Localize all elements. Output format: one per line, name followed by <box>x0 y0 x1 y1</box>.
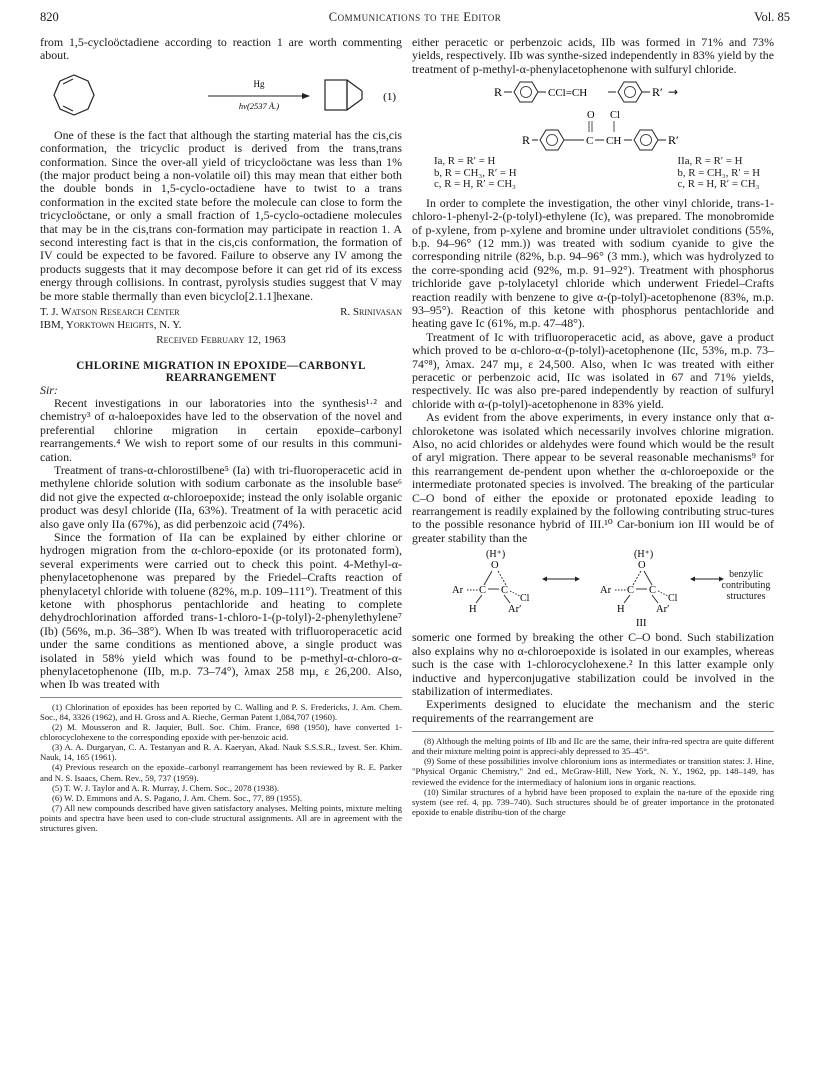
institution-line-1: T. J. Watson Research Center <box>40 306 180 319</box>
struct2-r-right: R′ <box>668 133 679 148</box>
res-right-ar-prime: Ar′ <box>656 604 670 616</box>
res-right-c2: C <box>649 585 657 597</box>
left-column <box>40 36 402 833</box>
author-name: R. Srinivasan <box>340 306 402 319</box>
volume-label: Vol. 85 <box>754 10 790 24</box>
benzylic-note-box <box>718 569 774 609</box>
res-right-ar: Ar <box>600 585 612 597</box>
footnote-2: (2) M. Mousseron and R. Jaquier, Bull. Soc. Chim. France, 698 (1950), have converted 1-chlorocyclohexene to the corresponding epoxide with per-benzoic acid. <box>40 722 402 743</box>
article-title: CHLORINE MIGRATION IN EPOXIDE—CARBONYL REARRANGEMENT <box>76 359 366 384</box>
struct2-ch: CH <box>606 135 622 148</box>
resonance-svg <box>412 547 774 629</box>
table-II-row-c: c, R = H, R′ = CH₃ <box>677 178 760 191</box>
structure-1-svg <box>412 78 774 106</box>
reaction-1-svg <box>40 67 402 127</box>
struct2-o: O <box>587 110 595 122</box>
table-I-row-a: Ia, R = R′ = H <box>434 155 496 168</box>
reaction-1-scheme <box>40 67 402 127</box>
table-I-row-c: c, R = H, R′ = CH₃ <box>434 178 516 191</box>
footnote-8: (8) Although the melting points of IIb and IIc are the same, their infra-red spectra are quite different and their mixture melting point is appreci-ably depressed to 35–45°. <box>412 736 774 757</box>
struct1-middle: CCl=CH <box>548 87 588 100</box>
res-right-o: O <box>638 560 646 572</box>
resonance-structures-III <box>412 547 774 629</box>
res-left-c2: C <box>501 585 509 597</box>
structure-2-svg <box>412 108 774 156</box>
paragraph-conformation: One of these is the fact that although the starting material has the cis,cis conformation, the tricyclic product is derived from the trans,trans conformation. Since the over-all yield of tricycloöctane was less than 1% (the major product being a non-volatile oil) this may mean that either both the double bonds in 1,5-cyclo-octadiene have to twist to a trans conformation in the excited state before the molecule can close to form the tricycloöctane, or only a small fraction of 1,5-cyclo-octadiene molecules that may be in the cis,trans con-formation may participate in reaction 1. A second interesting fact is that in the cis,cis conformation, the formation of IV could be expected to be favored. Failure to observe any IV among the products suggests that it may decompose before it can get rid of its excess energy through collisions. In contrast, pyrolysis studies suggest that V may be more stable thermally than even bicyclo[2.1.1]hexane. <box>40 127 402 303</box>
footnote-5: (5) T. W. J. Taylor and A. R. Murray, J. Chem. Soc., 2078 (1938). <box>52 782 280 793</box>
intro-text: from 1,5-cycloöctadiene according to reaction 1 are worth commenting about. <box>40 35 402 63</box>
running-title: Communications to the Editor <box>328 10 502 24</box>
table-I-row-b: b, R = CH₃, R′ = H <box>434 166 517 179</box>
table-II-row-a: IIa, R = R′ = H <box>677 155 743 168</box>
running-header <box>40 10 790 30</box>
struct2-r-left: R <box>522 133 531 148</box>
footnote-9: (9) Some of these possibilities involve chloronium ions as intermediates or transition states: J. Hine, "Physical Organic Chemistry," 2nd ed., McGraw-Hill, New York, N. Y., 1962, pp. 148–149, has reviewed the evidence for the intermediacy of halonium ions in organic reactions. <box>412 756 774 787</box>
footnote-6: (6) W. D. Emmons and A. S. Pagano, J. Am. Chem. Soc., 77, 89 (1955). <box>52 792 303 803</box>
structure-vinyl-chloride <box>412 78 774 106</box>
struct1-r-left: R <box>494 85 503 100</box>
footnote-3: (3) A. A. Durgaryan, C. A. Testanyan and R. A. Kaeryan, Akad. Nauk S.S.S.R., Izvest. Ser. Khim. Nauk, 14, 165 (1961). <box>40 742 402 763</box>
institution-line-2: IBM, Yorktown Heights, N. Y. <box>40 319 182 332</box>
paragraph-experiments: Experiments designed to elucidate the mechanism and the steric requirements of the rearrangement are <box>412 697 774 725</box>
footnote-4: (4) Previous research on the epoxide–carbonyl rearrangement has been reviewed by R. E. Parker and N. S. Isaacs, Chem. Rev., 59, 737 (1959). <box>40 762 402 783</box>
res-right-h-plus: (H⁺) <box>634 549 654 561</box>
res-left-o: O <box>491 560 499 572</box>
paragraph-methyl: Since the formation of IIa can be explained by either chlorine or hydrogen migration from the α-chloro-epoxide (or its protonated form), several experiments were carried out to check this point. 4-Methyl-α-phenylacetophenone was prepared by the Friedel–Crafts reaction of phenylacetyl chloride with toluene (82%, m.p. 109–111°). Treatment of this ketone with phosphorus pentachloride and heating to complete dehydrochlorination afforded trans-1-chloro-1-(p-tolyl)-2-phenylethylene⁷ (Ib) (56%, m.p. 36–38°). When Ib was treated with trifluoroperacetic acid under the same conditions as mentioned above, a single product was isolated in 58% yield which was found to be p-methyl-α-chloro-α-phenylacetophenone (IIb, m.p. 73–74°), λmax 258 mμ, ε 26,200. Also, when Ib was treated with <box>40 529 402 692</box>
paragraph-vinyl-chloride: In order to complete the investigation, the other vinyl chloride, trans-1-chloro-1-phenyl-2-(p-tolyl)-ethylene (Ic), was prepared. The monobromide of p-xylene, from p-xylene and bromine under ultraviolet conditions (55%, b.p. 94–96° (12 mm.)) was treated with sodium cyanide to give the corresponding nitrile (82%, b.p. 94–96° (3 mm.), which was hydrolyzed to the corre-sponding acid (92%, m.p. 91–92°). Treatment with phosphorus trichloride gave p-tolylacetyl chloride which underwent Friedel–Crafts reaction readily with benzene to give α-(p-tolyl)-acetophenone (83%, m.p. 93–95°). Reaction of this ketone with phosphorus pentachloride and heating gave Ic (61%, m.p. 47–48°). <box>412 195 774 331</box>
reagent-top: Hg <box>253 78 265 89</box>
struct1-arrow: → <box>668 85 679 100</box>
table-series-I <box>434 156 517 191</box>
res-left-cl: Cl <box>520 593 530 605</box>
res-left-h: H <box>469 604 477 616</box>
res-right-h: H <box>617 604 625 616</box>
paragraph-ic-treatment: Treatment of Ic with trifluoroperacetic acid, as above, gave a product which proved to be α-chloro-α-(p-tolyl)-acetophenone (IIc, 53%, m.p. 73–74°⁸), λmax. 247 mμ, ε 24,500. Also, when Ic was treated with either peracetic or perbenzoic acid, IIc was isolated in 67 and 71% yields, respectively. IIc was also pre-pared independently by reaction of sulfuryl chloride with α-(p-tolyl)-acetophenone in 83% yield. <box>412 329 774 411</box>
substituent-table <box>412 156 774 191</box>
struct1-r-right: R′ <box>652 85 663 100</box>
paragraph-stabilization: someric one formed by breaking the other C–O bond. Such stabilization also explains why no α-chloroepoxide is isolated in our examples, whereas such is the case with 1-chlorocyclohexene.² In this latter example only inductive and hyperconjugative stabilization could be involved in the stabilization of intermediates. <box>412 630 774 698</box>
paragraph-treatment: Treatment of trans-α-chlorostilbene⁵ (Ia) with tri-fluoroperacetic acid in methylene chloride solution with sodium carbonate as the insoluble base⁶ did not give the expected α-chloroepoxide; instead the only isolable organic product was desyl chloride (IIa, 63%). Treatment of Ia with peracetic acid also gave only IIa (67%), as did perbenzoic acid (74%). <box>40 462 402 531</box>
received-date: Received February 12, 1963 <box>156 334 286 347</box>
table-series-II <box>678 156 761 191</box>
paragraph-mechanism: As evident from the above experiments, in every instance only that α-chloroketone was isolated which necessarily involves chlorine migration. Also, no acid chlorides or aldehydes were found which would be the result of aryl migration. There appear to be several reasonable mechanisms⁹ for this rearrangement de-pendent upon whether the α-chloroepoxide or the intermediate protonated species is involved. The breaking of the particular C–O bond of either the epoxide or protonated epoxide leading to rearrangement is readily explained by the following contributing struc-tures to the possible resonance hybrid of III.¹⁰ Car-bonium ion III would be of greater stability than the <box>412 410 774 545</box>
right-column <box>412 36 774 817</box>
res-left-ar-prime: Ar′ <box>508 604 522 616</box>
signature-block <box>40 306 402 332</box>
res-left-ar: Ar <box>452 585 464 597</box>
res-right-c1: C <box>627 585 635 597</box>
res-left-h-plus: (H⁺) <box>486 549 506 561</box>
page-number: 820 <box>40 10 59 24</box>
footnote-1: (1) Chlorination of epoxides has been reported by C. Walling and P. S. Fredericks, J. Am. Chem. Soc., 84, 3326 (1962), and H. Gross and A. Rieche, German Patent 1,084,707 (1960). <box>40 701 402 722</box>
res-left-c1: C <box>479 585 487 597</box>
paragraph-continuation: either peracetic or perbenzoic acids, IIb was formed in 71% and 73% yields, respectively. IIb was synthe-sized independently in 83% yield by the treatment of p-methyl-α-phenylacetophenone with sulfuryl chloride. <box>412 35 774 76</box>
paragraph-intro: Recent investigations in our laboratories into the synthesis¹·² and chemistry³ of α-haloepoxides have led to the observation of the novel and preferential chlorine migration in certain epoxide–carbonyl rearrangements.⁴ We wish to report some of our results in this communi-cation. <box>40 395 402 464</box>
res-label-III: III <box>636 618 647 630</box>
res-right-cl: Cl <box>668 593 678 605</box>
footnotes-right <box>412 731 774 817</box>
salutation: Sir: <box>40 382 58 397</box>
structure-chloroketone <box>412 108 774 156</box>
reaction-label: (1) <box>383 90 396 103</box>
struct2-cl: Cl <box>610 110 620 122</box>
struct2-c: C <box>586 135 594 148</box>
footnotes-left <box>40 697 402 833</box>
footnote-7: (7) All new compounds described have given satisfactory analyses. Melting points, mixture melting points and spectra have been used to con-clude structural assignments. All are in agreement with the structures given. <box>40 802 402 833</box>
reagent-bottom: hν(2537 Å.) <box>238 100 280 111</box>
table-II-row-b: b, R = CH₃, R′ = H <box>677 166 760 179</box>
footnote-10: (10) Similar structures of a hybrid have been proposed to explain the na-ture of the epoxide ring system (see ref. 4, pp. 739–740). Such structures should be of greater importance in the protonated epoxide to enable distribu-tion of the charge <box>412 786 774 817</box>
benzylic-note: benzylic contributing structures <box>721 569 771 603</box>
